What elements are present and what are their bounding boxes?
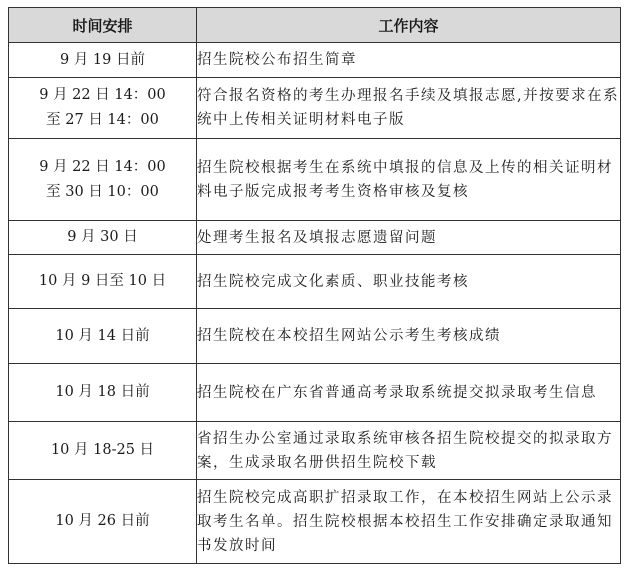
- row-time-text: 9 月 22 日 14：00 至 30 日 10：00: [39, 158, 166, 200]
- row-time-text: 9 月 22 日 14：00 至 27 日 14：00: [39, 87, 166, 128]
- row-time: 9 月 30 日: [9, 221, 197, 255]
- row-time: 10 月 14 日前: [9, 309, 197, 364]
- row-work: 符合报名资格的考生办理报名手续及填报志愿,并按要求在系统中上传相关证明材料电子版: [197, 78, 621, 139]
- table-row: [9, 78, 621, 139]
- table-row: [9, 255, 621, 309]
- table-row: [9, 221, 621, 255]
- row-time: 9 月 19 日前: [9, 43, 197, 78]
- row-time: [9, 78, 197, 139]
- row-work: 处理考生报名及填报志愿遗留问题: [197, 221, 621, 255]
- header-row: [9, 8, 621, 43]
- row-work: 招生院校完成高职扩招录取工作，在本校招生网站上公示录取考生名单。招生院校根据本校招生工作安排确定录取通知书发放时间: [197, 480, 621, 564]
- row-time: [9, 139, 197, 221]
- row-work: 招生院校根据考生在系统中填报的信息及上传的相关证明材料电子版完成报考考生资格审核及复核: [197, 139, 621, 221]
- row-time: 10 月 9 日至 10 日: [9, 255, 197, 309]
- row-time: 10 月 18-25 日: [9, 422, 197, 480]
- row-time: 10 月 18 日前: [9, 364, 197, 422]
- row-time: 10 月 26 日前: [9, 480, 197, 564]
- row-work: 招生院校在本校招生网站公示考生考核成绩: [197, 309, 621, 364]
- table-row: [9, 139, 621, 221]
- table-row: [9, 480, 621, 564]
- table-row: [9, 422, 621, 480]
- header-time: 时间安排: [9, 8, 197, 43]
- table-row: [9, 309, 621, 364]
- row-work: 省招生办公室通过录取系统审核各招生院校提交的拟录取方案，生成录取名册供招生院校下载: [197, 422, 621, 480]
- row-work: 招生院校完成文化素质、职业技能考核: [197, 255, 621, 309]
- schedule-table: [8, 7, 621, 564]
- header-work: 工作内容: [197, 8, 621, 43]
- row-work: 招生院校公布招生简章: [197, 43, 621, 78]
- row-work: 招生院校在广东省普通高考录取系统提交拟录取考生信息: [197, 364, 621, 422]
- table-row: [9, 43, 621, 78]
- table-row: [9, 364, 621, 422]
